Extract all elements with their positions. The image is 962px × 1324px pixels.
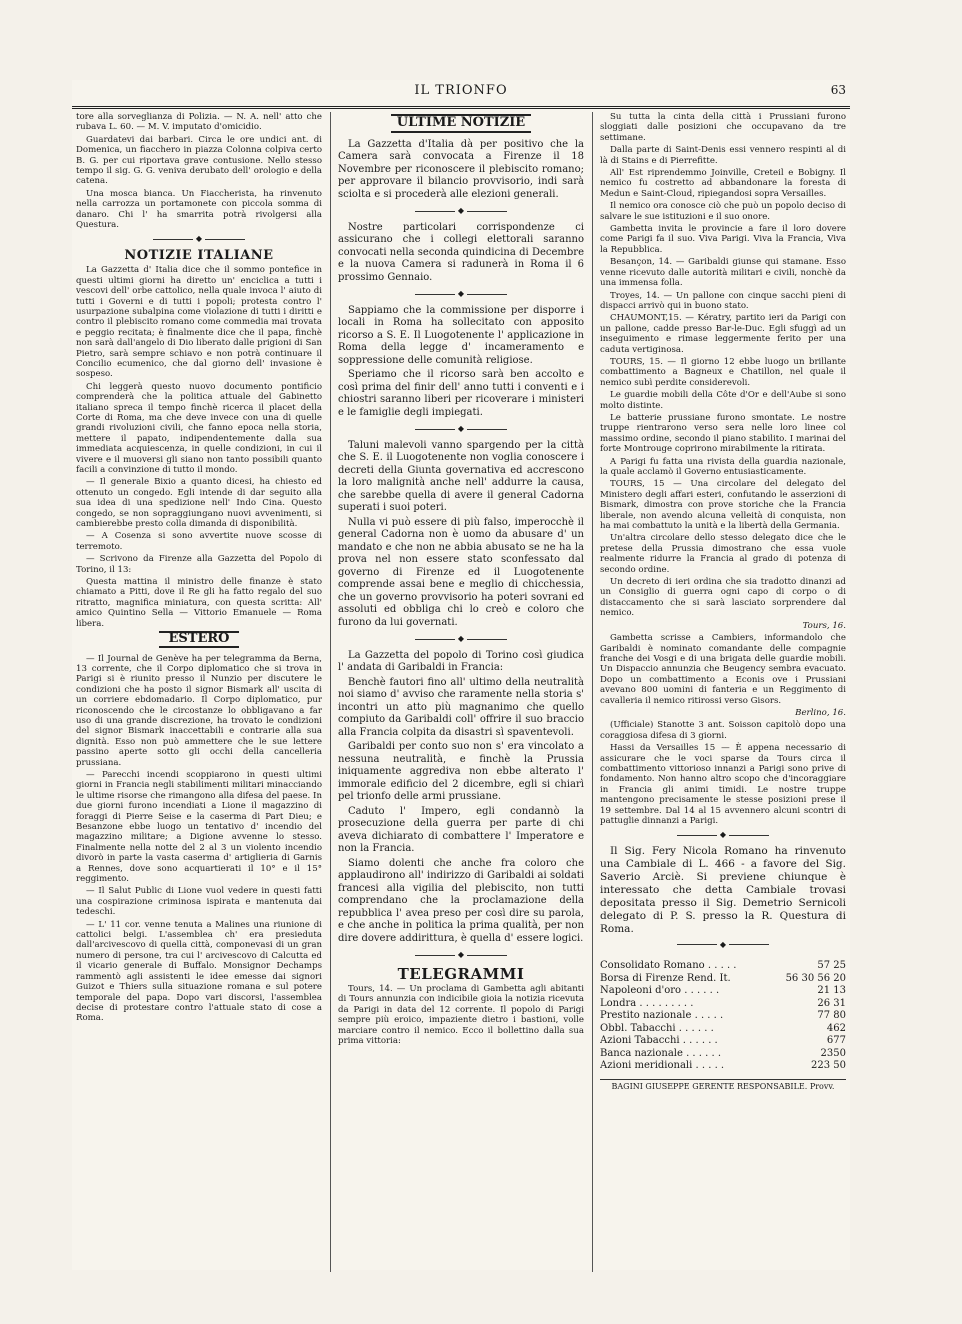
price-value: 462: [826, 1022, 846, 1034]
paragraph: Le batterie prussiane furono smontate. Le nostre truppe rientrarono verso sera nelle loro linee col massimo ordine, secondo il piano stabilito. I marinai del forte Montrouge coprirono mirabilmente la ritirata.: [600, 412, 846, 455]
paragraph: — Il generale Bixio a quanto dicesi, ha chiesto ed ottenuto un congedo. Egli intende di dar seguito alla sua idea di una spedizione nell' Indo Cina. Questo congedo, se non sopraggiungano nuovi avvenimenti, si cambierebbe presto colla dimanda di disponibilità.: [76, 477, 322, 530]
column-rule-1: [330, 112, 331, 1272]
divider: ◆: [338, 423, 584, 436]
price-value: 57 25: [817, 960, 846, 972]
price-label: Banca nazionale . . . . . .: [600, 1047, 722, 1059]
paragraph: Garibaldi per conto suo non s' era vincolato a nessuna neutralità, e finchè la Prussia iniquamente aggrediva non ebbe alterato l' immorale edificio del 2 dicembre, egli si chiarì pel trionfo delle armi prussiane.: [338, 741, 584, 802]
lost-item-notice: Il Sig. Fery Nicola Romano ha rinvenuto una Cambiale di L. 466 - a favore del Sig. Saverio Arciè. Si previene chiunque è interessato che detta Cambiale trovasi depositata presso il Sig. Demetrio Sernicoli delegato di P. S. presso la R. Questura di Roma.: [600, 844, 846, 935]
column-rule-2: [592, 112, 593, 1272]
column-1: [76, 112, 322, 1272]
paragraph: A Parigi fu fatta una rivista della guardia nazionale, la quale acclamò il Governo entusiasticamente.: [600, 456, 846, 477]
price-label: Azioni meridionali . . . . .: [600, 1060, 725, 1072]
paragraph: Troyes, 14. — Un pallone con cinque sacchi pieni di dispacci arrivò qui in buono stato.: [600, 290, 846, 311]
paragraph: Hassi da Versailles 15 — È appena necessario di assicurare che le voci sparse da Tours circa il combattimento vittorioso innanzi a Parigi sono prive di fondamento. Non hanno altro scopo che d'incoraggiare in Francia gli animi timidi. Le nostre truppe mantengono precisamente le stesse posizioni prese il 19 settembre. Dal 14 al 15 avvennero alcuni scontri di pattuglie dinnanzi a Parigi.: [600, 743, 846, 826]
price-value: 26 31: [817, 997, 846, 1009]
stock-prices-table: [600, 960, 846, 1073]
dateline: Tours, 16.: [802, 620, 846, 631]
price-row: [600, 1010, 846, 1023]
paragraph: La Gazzetta d' Italia dice che il sommo pontefice in questi ultimi giorni ha diretto un' enciclica a tutti i vescovi dell' orbe cattolico, nella quale invoca l' aiuto di tutti i Governi e di tutti i popoli; protesta contro l' usurpazione subalpina come violazione di tutti i diritti e contro il plebiscito romano come commedia mai trovata e peggio recitata; è finalmente dice che il papa, finchè non sarà dall'angelo di Dio liberato dalle prigioni di San Pietro, sarà sempre schiavo e non potrà continuare il Concilio ecumenico, che dal giorno dell' invasione è sospeso.: [76, 265, 322, 380]
paragraph: — Il Journal de Genève ha per telegramma da Berna, 13 corrente, che il Corpo diplomatico che si trova in Parigi si è riunito presso il Nunzio per discutere le condizioni che ha posto il signor Bismark all' uscita di un corriere ebdomadario. Il Corpo diplomatico, pur riconoscendo che le circostanze lo obbligavano a far uso di una grande discrezione, ha trovato le condizioni del signor Bismark inaccettabili e contrarie alla sua dignità. Esso non può ammettere che le sue lettere passino aperte sotto gli occhi della cancelleria prussiana.: [76, 653, 322, 768]
section-heading-ultime-notizie: ULTIME NOTIZIE: [391, 114, 531, 133]
paragraph: Chi leggerà questo nuovo documento pontificio comprenderà che la politica attuale del Gabinetto italiano spreca il tempo finchè ricerca il placet della Corte di Roma, ma che deve invece con una di quelle grandi rivoluzioni civili, che fanno epoca nella storia, mettere il papato, indipendentemente dalla sua immediata acquiescenza, in quelle condizioni, in cui il vivere e il muoversi gli siano non tanto possibili quanto facili a convinzione di tutto il mondo.: [76, 381, 322, 475]
price-row: [600, 1035, 846, 1048]
price-label: Obbl. Tabacchi . . . . . .: [600, 1022, 714, 1034]
price-label: Consolidato Romano . . . . .: [600, 960, 737, 972]
paragraph: Guardatevi dai barbari. Circa le ore undici ant. di Domenica, un fiacchero in piazza Colonna colpiva certo B. G. per cui riportava grave contusione. Nello stesso tempo il sig. G. G. veniva derubato dell' orologio e della catena.: [76, 134, 322, 187]
divider: ◆: [338, 949, 584, 962]
price-value: 223 50: [811, 1060, 846, 1072]
paragraph: Tours, 14. — Un proclama di Gambetta agli abitanti di Tours annunzia con indicibile gioia la notizia ricevuta da Parigi in data del 12 corrente. Il popolo di Parigi sempre più eroico, impaziente dietro i bastioni, volle marciare contro il nemico. Ecco il bollettino dalla sua prima vittoria:: [338, 984, 584, 1047]
price-value: 21 13: [817, 985, 846, 997]
section-heading-telegrammi: TELEGRAMMI: [397, 964, 525, 983]
price-label: Azioni Tabacchi . . . . . .: [600, 1035, 718, 1047]
paragraph: Taluni malevoli vanno spargendo per la città che S. E. il Luogotenente non voglia conoscere i decreti della Giunta governativa ed accrescono la loro malignità anche nell' addurre la causa, che sarebbe quella di avere il general Cadorna superati i suoi poteri.: [338, 439, 584, 513]
divider: ◆: [338, 633, 584, 646]
price-value: 77 80: [817, 1010, 846, 1022]
paragraph: Un decreto di ieri ordina che sia tradotto dinanzi ad un Consiglio di guerra ogni capo di corpo o di distaccamento che si sarà lasciato sorprendere dal nemico.: [600, 577, 846, 619]
column-3: [600, 112, 846, 1272]
divider: ◆: [338, 288, 584, 301]
paragraph: — Parecchi incendi scoppiarono in questi ultimi giorni in Francia negli stabilimenti militari minacciando le ultime risorse che rimangono alla difesa del paese. In due giorni furono incendiati a Lione il magazzino di foraggi di Pierre Seise e la caserma di Part Dieu; e Besanzone ebbe luogo un tentativo d' incendio del magazzino militare; a Digione avvenne lo stesso. Finalmente nella notte del 2 al 3 un violento incendio divorò in parte la vasta caserma d' artiglieria di Garnis a Rennes, dove sono acquartierati il 10° e il 15° reggimento.: [76, 769, 322, 885]
paragraph: Nostre particolari corrispondenze ci assicurano che i collegi elettorali saranno convocati nella seconda quindicina di Decembre e la nuova Camera si radunerà in Roma il 6 prossimo Gennaio.: [338, 221, 584, 283]
paragraph: Siamo dolenti che anche fra coloro che applaudirono all' indirizzo di Garibaldi ai soldati francesi alla vigilia del plebiscito, non tutti comprendano che la proclamazione della repubblica l' avea preso per così dire su parola, e che anche in politica la prima qualità, per non dire dovere addirittura, è quella d' essere logici.: [338, 857, 584, 944]
divider: ◆: [600, 830, 846, 840]
price-label: Borsa di Firenze Rend. It.: [600, 972, 731, 984]
paragraph: tore alla sorveglianza di Polizia. — N. A. nell' atto che rubava L. 60. — M. V. imputato d'omicidio.: [76, 112, 322, 133]
paragraph: Nulla vi può essere di più falso, imperocchè il general Cadorna non è uomo da abusare d' un mandato e che non ne abbia abusato se ne ha la prova nel non essere stato sconfessato dal governo di Firenze ed il Luogotenente comprende assai bene e meglio di chicchessia, che un governo provvisorio ha poteri sovrani ed assoluti ed obbliga chi lo creò e coloro che furono da lui governati.: [338, 516, 584, 628]
divider: ◆: [338, 205, 584, 218]
price-row: [600, 1023, 846, 1036]
paragraph: (Ufficiale) Stanotte 3 ant. Soisson capitolò dopo una coraggiosa difesa di 3 giorni.: [600, 720, 846, 741]
price-value: 2350: [820, 1047, 846, 1059]
price-row: [600, 973, 846, 986]
price-label: Napoleoni d'oro . . . . . .: [600, 985, 720, 997]
price-row: [600, 985, 846, 998]
paragraph: La Gazzetta d'Italia dà per positivo che la Camera sarà convocata a Firenze il 18 Novembre per riconoscere il plebiscito romano; per approvare il bilancio provvisorio, indi sarà sciolta e si procederà alle elezioni generali.: [338, 138, 584, 200]
paragraph: All' Est riprendemmo Joinville, Creteil e Bobigny. Il nemico fu costretto ad abbandonare la foresta di Medun e Saint-Cloud, ripiegandosi sopra Versailles.: [600, 168, 846, 199]
price-label: Londra . . . . . . . . .: [600, 997, 694, 1009]
paragraph: Questa mattina il ministro delle finanze è stato chiamato a Pitti, dove il Re gli ha fatto regalo del suo ritratto, magnifica miniatura, con questa scritta: All' amico Quintino Sella — Vittorio Emanuele — Roma libera.: [76, 577, 322, 629]
section-heading-estero: ESTERO: [159, 631, 239, 647]
section-heading-notizie-italiane: NOTIZIE ITALIANE: [124, 247, 274, 263]
paragraph: Su tutta la cinta della città i Prussiani furono sloggiati dalle posizioni che occupavano da tre settimane.: [600, 112, 846, 143]
column-2: [338, 112, 584, 1272]
price-row: [600, 1060, 846, 1073]
dateline: Berlino, 16.: [795, 707, 846, 718]
paragraph: TOURS, 15. — Il giorno 12 ebbe luogo un brillante combattimento a Bagneux e Chatillon, nel quale il nemico subì perdite considerevoli.: [600, 356, 846, 388]
price-row: [600, 960, 846, 973]
paragraph: — L' 11 cor. venne tenuta a Malines una riunione di cattolici belgi. L'assemblea ch' era presieduta dall'arcivescovo di quella città, componevasi di un gran numero di persone, tra cui l' arcivescovo di Calcutta ed il vicario generale di Buffalo. Monsignor Dechamps rammentò agli assistenti le idee emesse dai signori Guizot e Thiers sulla situazione romana e sul potere temporale del papa. Dopo vari discorsi, l'assemblea decise di protestare contro l'attuale stato di cose a Roma.: [76, 919, 322, 1024]
price-label: Prestito nazionale . . . . .: [600, 1010, 724, 1022]
paragraph: Le guardie mobili della Côte d'Or e dell'Aube si sono molto distinte.: [600, 390, 846, 411]
newspaper-page: [72, 80, 850, 1270]
paragraph: Gambetta scrisse a Cambiers, informandolo che Garibaldi è nominato comandante delle compagnie franche dei Vosgi e di una brigata delle guardie mobili. Un Dispaccio annunzia che Beugency sembra evacuato. Dopo un combattimento a Econis ove i Prussiani avevano 800 uomini di fanteria e un Reggimento di cavalleria il nemico ritirossi verso Gisors.: [600, 633, 846, 706]
page-header: [72, 80, 850, 109]
paragraph: Una mosca bianca. Un Fiaccherista, ha rinvenuto nella carrozza un portamonete con piccola somma di danaro. Chi l' ha smarrita potrà rivolgersi alla Questura.: [76, 188, 322, 231]
signature-line: BAGINI GIUSEPPE GERENTE RESPONSABILE. Provv.: [600, 1079, 846, 1092]
divider: ◆: [600, 940, 846, 950]
paragraph: CHAUMONT,15. — Kératry, partito ieri da Parigi con un pallone, cadde presso Bar-le-Duc. Egli sfuggì ad un inseguimento e rimase leggermente ferito per una caduta vertiginosa.: [600, 313, 846, 355]
price-row: [600, 998, 846, 1011]
price-value: 56 30 56 20: [785, 972, 846, 984]
page-number: 63: [830, 83, 846, 97]
paragraph: La Gazzetta del popolo di Torino così giudica l' andata di Garibaldi in Francia:: [338, 649, 584, 673]
price-value: 677: [826, 1035, 846, 1047]
paragraph: Gambetta invita le provincie a fare il loro dovere come Parigi fa il suo. Viva Parigi. Viva la Francia, Viva la Repubblica.: [600, 224, 846, 255]
paragraph: TOURS, 15 — Una circolare del delegato del Ministero degli affari esteri, confutando le asserzioni di Bismark, dimostra con prove storiche che la Francia liberale, non avendo alcuna velleità di conquista, non ha mai combattuto la unità e la libertà della Germania.: [600, 479, 846, 532]
paragraph: Sappiamo che la commissione per disporre i locali in Roma ha sollecitato con apposito ricorso a S. E. Il Luogotenente l' applicazione in Roma della legge d' incameramento e soppressione delle comunità religiose.: [338, 304, 584, 366]
paragraph: — Il Salut Public di Lione vuol vedere in questi fatti una cospirazione criminosa ispirata e mantenuta dai tedeschi.: [76, 886, 322, 918]
paragraph: Il nemico ora conosce ciò che può un popolo deciso di salvare le sue istituzioni e il suo onore.: [600, 201, 846, 222]
paragraph: Benchè fautori fino all' ultimo della neutralità noi siamo d' avviso che raramente nella storia s' incontri un atto più magnanimo che quello compiuto da Garibaldi coll' offrire il suo braccio alla Francia colpita da disastri sì spaventevoli.: [338, 676, 584, 738]
newspaper-title: IL TRIONFO: [414, 83, 508, 98]
paragraph: — A Cosenza si sono avvertite nuove scosse di terremoto.: [76, 531, 322, 552]
paragraph: Caduto l' Impero, egli condannò la prosecuzione della guerra per parte di chi aveva dichiarato di combattere l' Imperatore e non la Francia.: [338, 805, 584, 854]
paragraph: — Scrivono da Firenze alla Gazzetta del Popolo di Torino, il 13:: [76, 554, 322, 575]
paragraph: Speriamo che il ricorso sarà ben accolto e così prima del finir dell' anno tutti i conventi e i chiostri saranno liberi per ricoverare i ministeri e le famiglie degli impiegati.: [338, 369, 584, 418]
divider: ◆: [76, 234, 322, 244]
paragraph: Un'altra circolare dello stesso delegato dice che le pretese della Prussia dimostrano che essa vuole realmente ridurre la Francia al grado di potenza di secondo ordine.: [600, 533, 846, 575]
paragraph: Besançon, 14. — Garibaldi giunse qui stamane. Esso venne ricevuto dalle autorità militari e civili, nonchè da una immensa folla.: [600, 257, 846, 289]
paragraph: Dalla parte di Saint-Denis essi vennero respinti al di là di Stains e di Pierrefitte.: [600, 145, 846, 166]
price-row: [600, 1048, 846, 1061]
